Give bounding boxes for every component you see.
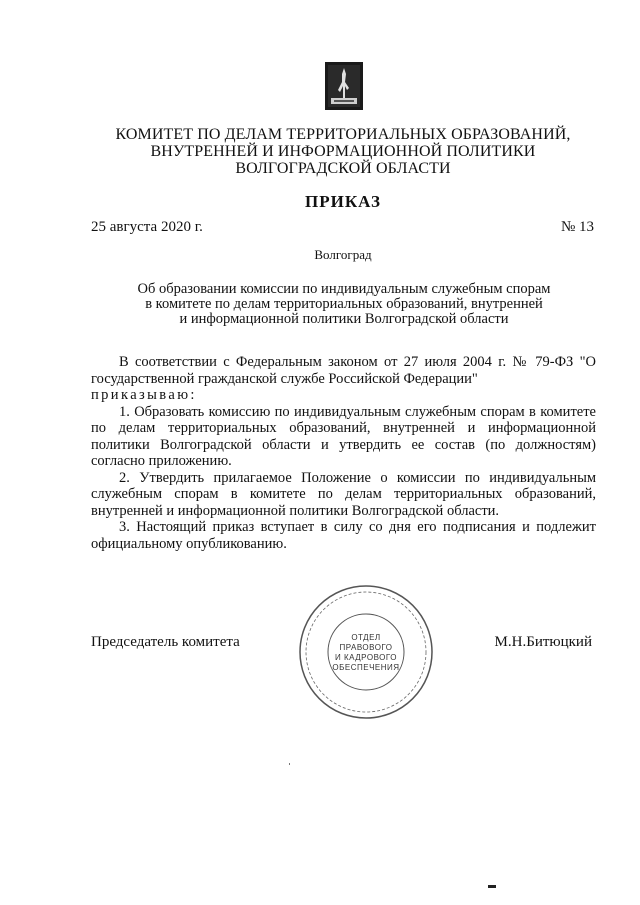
document-date: 25 августа 2020 г.	[91, 219, 203, 235]
subject-line-1: Об образовании комиссии по индивидуальным служебным спорам	[137, 281, 551, 297]
scan-artifact	[289, 763, 290, 765]
stamp-line-1: ОТДЕЛ	[351, 633, 381, 642]
scan-artifact	[488, 885, 496, 888]
clause-1: 1. Образовать комиссию по индивидуальным служебным спорам в комитете по делам территориальных образований, внутренней и информационной политики Волгоградской области и утвердить ее состав (по должностям) согласно приложению.	[91, 403, 596, 469]
stamp-text	[330, 633, 402, 673]
org-line-3: ВОЛГОГРАДСКОЙ ОБЛАСТИ	[235, 160, 451, 177]
clause-2: 2. Утвердить прилагаемое Положение о комиссии по индивидуальным служебным спорам в комитете по делам территориальных образований, внутренней и информационной политики Волгоградской области.	[91, 469, 596, 519]
stamp-line-4: ОБЕСПЕЧЕНИЯ	[332, 663, 400, 672]
preamble-paragraph: В соответствии с Федеральным законом от 27 июля 2004 г. № 79-ФЗ "О государственной гражданской службе Российской Федерации"	[91, 354, 596, 387]
subject-line-2: в комитете по делам территориальных образований, внутренней	[145, 296, 543, 312]
org-line-2: ВНУТРЕННЕЙ И ИНФОРМАЦИОННОЙ ПОЛИТИКИ	[150, 143, 536, 160]
document-type: ПРИКАЗ	[305, 192, 381, 211]
signatory-name: М.Н.Битюцкий	[494, 634, 592, 650]
volgograd-coat-of-arms-icon	[325, 62, 363, 110]
document-city: Волгоград	[314, 247, 372, 262]
stamp-line-2: ПРАВОВОГО	[339, 643, 393, 652]
subject-line-3: и информационной политики Волгоградской области	[179, 311, 509, 327]
document-subject	[100, 282, 588, 327]
document-body	[91, 354, 596, 552]
organization-name	[88, 126, 598, 177]
document-number: № 13	[560, 219, 594, 235]
order-word: приказываю:	[91, 387, 197, 403]
signatory-position: Председатель комитета	[91, 634, 240, 650]
stamp-line-3: И КАДРОВОГО	[335, 653, 397, 662]
clause-3: 3. Настоящий приказ вступает в силу со дня его подписания и подлежит официальному опубликованию.	[91, 519, 596, 552]
org-line-1: КОМИТЕТ ПО ДЕЛАМ ТЕРРИТОРИАЛЬНЫХ ОБРАЗОВАНИЙ,	[115, 126, 571, 143]
